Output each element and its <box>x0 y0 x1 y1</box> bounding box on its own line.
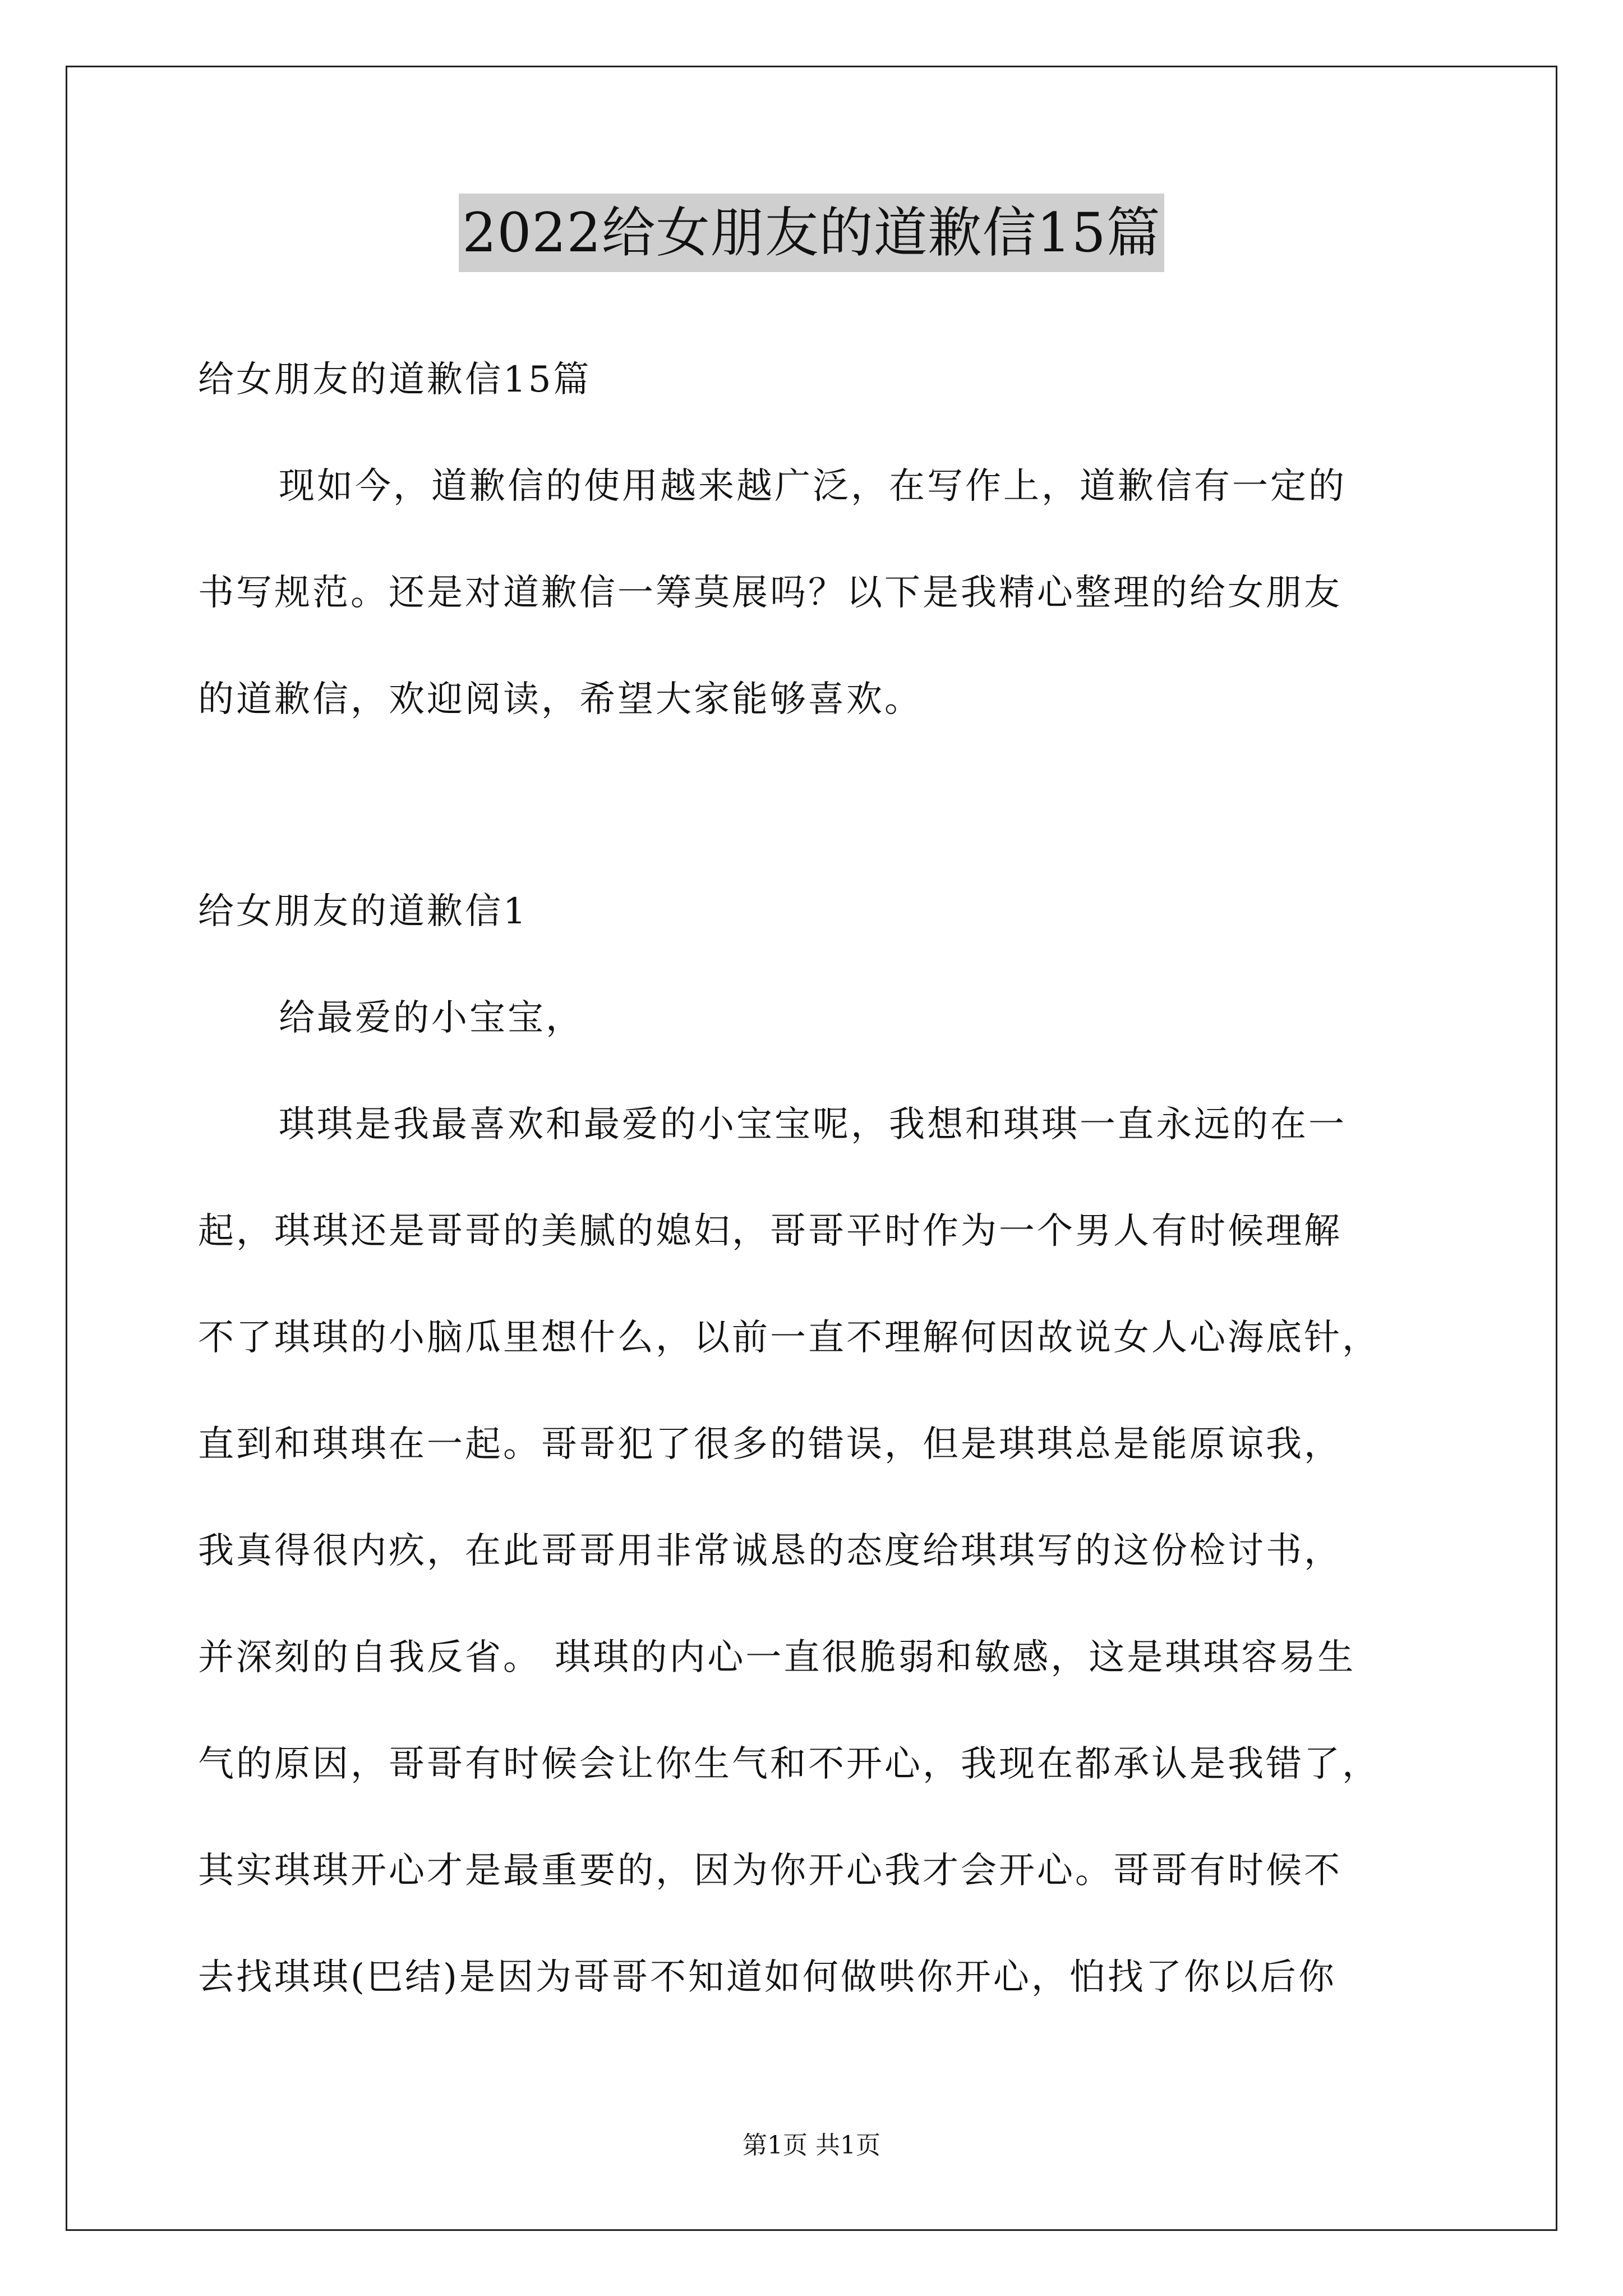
title-container <box>0 194 1623 272</box>
section-heading: 给女朋友的道歉信1 <box>198 891 528 932</box>
salutation: 给最爱的小宝宝， <box>279 997 584 1039</box>
intro-line-2: 书写规范。还是对道歉信一筹莫展吗？以下是我精心整理的给女朋友 <box>198 572 1342 614</box>
document-subtitle: 给女朋友的道歉信15篇 <box>198 359 592 401</box>
body-line-4: 直到和琪琪在一起。哥哥犯了很多的错误，但是琪琪总是能原谅我， <box>198 1424 1342 1465</box>
body-line-5: 我真得很内疚，在此哥哥用非常诚恳的态度给琪琪写的这份检讨书， <box>198 1530 1342 1572</box>
body-line-1: 琪琪是我最喜欢和最爱的小宝宝呢，我想和琪琪一直永远的在一 <box>279 1104 1347 1145</box>
body-line-9: 去找琪琪(巴结)是因为哥哥不知道如何做哄你开心，怕找了你以后你 <box>198 1957 1336 1998</box>
body-line-2: 起，琪琪还是哥哥的美腻的媳妇，哥哥平时作为一个男人有时候理解 <box>198 1211 1342 1252</box>
body-line-7: 气的原因，哥哥有时候会让你生气和不开心，我现在都承认是我错了， <box>198 1743 1380 1785</box>
document-title: 2022给女朋友的道歉信15篇 <box>459 194 1164 272</box>
body-line-8: 其实琪琪开心才是最重要的，因为你开心我才会开心。哥哥有时候不 <box>198 1850 1342 1892</box>
page-footer: 第1页 共1页 <box>743 2131 880 2160</box>
intro-line-3: 的道歉信，欢迎阅读，希望大家能够喜欢。 <box>198 679 923 720</box>
body-line-6: 并深刻的自我反省。 琪琪的内心一直很脆弱和敏感，这是琪琪容易生 <box>198 1637 1356 1678</box>
intro-line-1: 现如今，道歉信的使用越来越广泛，在写作上，道歉信有一定的 <box>279 466 1347 507</box>
body-line-3: 不了琪琪的小脑瓜里想什么，以前一直不理解何因故说女人心海底针， <box>198 1317 1380 1359</box>
